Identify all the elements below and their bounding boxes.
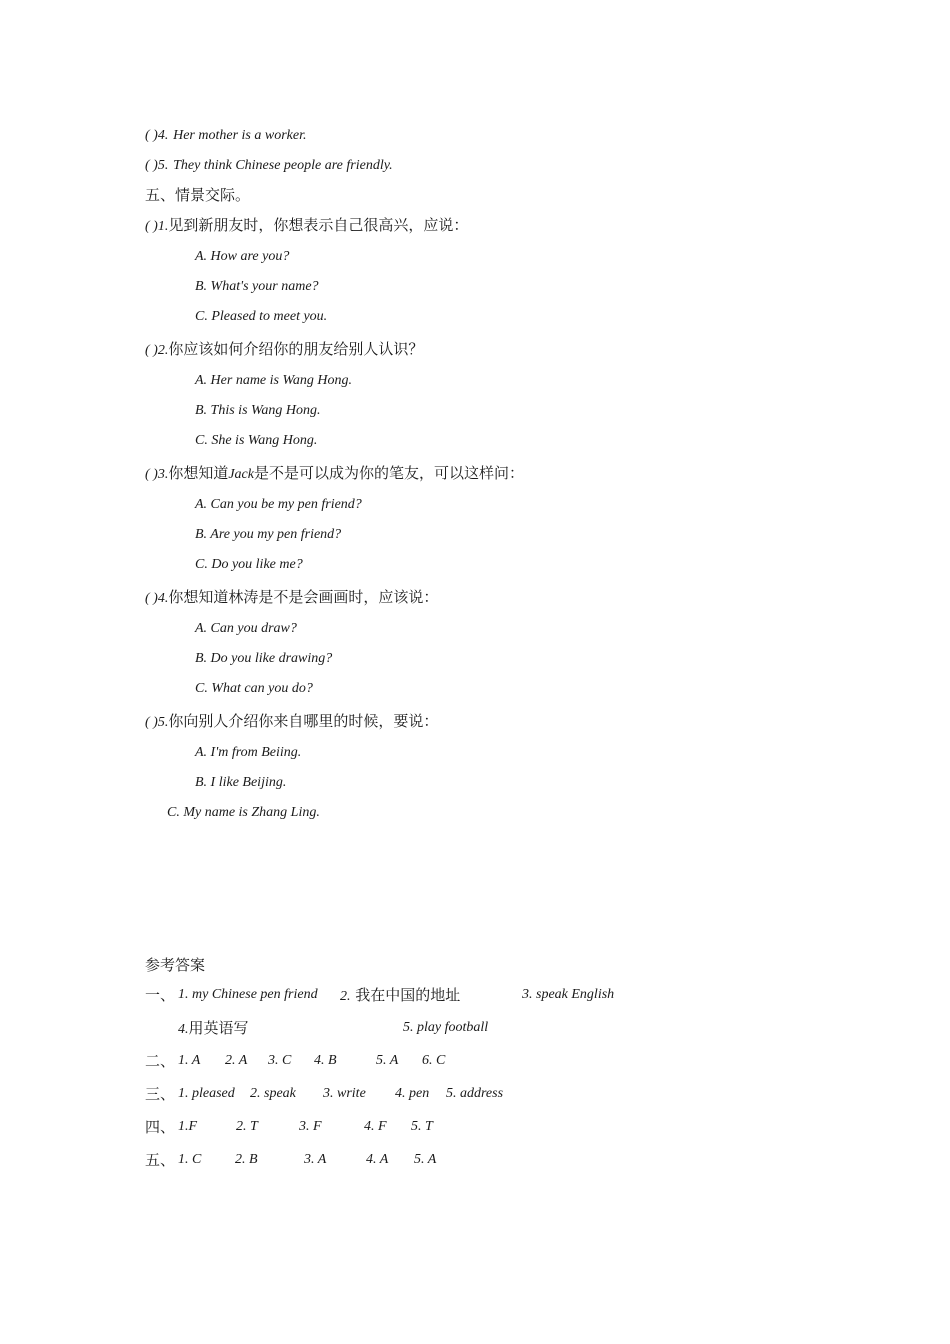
answer-4-3: 3. F — [299, 1119, 322, 1134]
option-b: B. Are you my pen friend? — [195, 527, 342, 542]
item-text: Her mother is a worker. — [173, 128, 307, 143]
answer-5-1: 1. C — [178, 1152, 202, 1167]
answer-3-1: 1. pleased — [178, 1086, 235, 1101]
row-label: 四、 — [145, 1118, 176, 1136]
answer-paren: ( ) — [145, 219, 158, 234]
question-number: 1. — [157, 219, 169, 234]
answer-number: 2. — [340, 989, 351, 1004]
option-b: B. I like Beijing. — [195, 775, 287, 790]
row-label: 二、 — [145, 1052, 176, 1070]
answer-4-1: 1.F — [178, 1119, 198, 1134]
question-number: 2. — [157, 343, 169, 358]
question-2 — [145, 340, 423, 360]
question-3 — [145, 464, 524, 484]
answer-1-4 — [178, 1019, 249, 1039]
question-number: 4. — [157, 591, 169, 606]
question-5 — [145, 712, 438, 732]
answer-3-5: 5. address — [446, 1086, 504, 1101]
option-a: A. How are you? — [195, 249, 290, 264]
question-prompt-post: 是不是可以成为你的笔友，可以这样问： — [254, 464, 525, 482]
option-a: A. Her name is Wang Hong. — [195, 373, 352, 388]
option-b: B. What's your name? — [195, 279, 319, 294]
answer-paren: ( ) — [145, 128, 158, 143]
item-number: 5. — [157, 158, 169, 173]
answer-3-4: 4. pen — [395, 1086, 430, 1101]
option-c: C. My name is Zhang Ling. — [167, 805, 320, 820]
row-label: 三、 — [145, 1085, 176, 1103]
question-prompt: 你想知道林涛是不是会画画时，应该说： — [168, 588, 439, 606]
row-label: 五、 — [145, 1151, 176, 1169]
answer-4-5: 5. T — [411, 1119, 433, 1134]
answer-2-4: 4. B — [314, 1053, 337, 1068]
question-prompt: 你向别人介绍你来自哪里的时候，要说： — [168, 712, 439, 730]
row-label: 一、 — [145, 986, 176, 1004]
answer-paren: ( ) — [145, 467, 158, 482]
question-1 — [145, 216, 468, 236]
answer-text: 用英语写 — [188, 1019, 249, 1037]
answer-2-6: 6. C — [422, 1053, 446, 1068]
answer-5-5: 5. A — [414, 1152, 437, 1167]
option-c: C. What can you do? — [195, 681, 313, 696]
answers-title: 参考答案 — [145, 956, 206, 974]
question-prompt: 见到新朋友时，你想表示自己很高兴，应说： — [168, 216, 469, 234]
option-a: A. Can you draw? — [195, 621, 297, 636]
answer-1-1: 1. my Chinese pen friend — [178, 987, 318, 1002]
answer-2-5: 5. A — [376, 1053, 399, 1068]
answer-1-2 — [340, 986, 460, 1006]
answer-paren: ( ) — [145, 715, 158, 730]
question-number: 3. — [157, 467, 169, 482]
judgement-item-4 — [145, 125, 307, 145]
answer-4-4: 4. F — [364, 1119, 387, 1134]
option-b: B. Do you like drawing? — [195, 651, 333, 666]
option-a: A. I'm from Beiing. — [195, 745, 302, 760]
answer-5-4: 4. A — [366, 1152, 389, 1167]
option-c: C. Do you like me? — [195, 557, 303, 572]
answer-2-2: 2. A — [225, 1053, 248, 1068]
answer-3-3: 3. write — [323, 1086, 366, 1101]
item-number: 4. — [157, 128, 169, 143]
answer-2-3: 3. C — [268, 1053, 292, 1068]
answer-text: 我在中国的地址 — [355, 986, 461, 1004]
question-4 — [145, 588, 438, 608]
answer-5-3: 3. A — [304, 1152, 327, 1167]
answer-row-1 — [145, 986, 175, 1004]
answer-2-1: 1. A — [178, 1053, 201, 1068]
answer-5-2: 2. B — [235, 1152, 258, 1167]
answer-1-5: 5. play football — [403, 1020, 489, 1035]
option-c: C. Pleased to meet you. — [195, 309, 328, 324]
answer-1-3: 3. speak English — [522, 987, 615, 1002]
section-heading: 五、情景交际。 — [145, 186, 251, 204]
answer-3-2: 2. speak — [250, 1086, 296, 1101]
option-c: C. She is Wang Hong. — [195, 433, 318, 448]
answer-paren: ( ) — [145, 343, 158, 358]
answer-4-2: 2. T — [236, 1119, 258, 1134]
option-b: B. This is Wang Hong. — [195, 403, 321, 418]
answer-number: 4. — [178, 1022, 189, 1037]
item-text: They think Chinese people are friendly. — [173, 158, 393, 173]
answer-paren: ( ) — [145, 591, 158, 606]
option-a: A. Can you be my pen friend? — [195, 497, 362, 512]
question-prompt-name: Jack — [228, 467, 254, 482]
question-prompt-pre: 你想知道 — [168, 464, 229, 482]
judgement-item-5 — [145, 155, 393, 175]
answer-paren: ( ) — [145, 158, 158, 173]
question-number: 5. — [157, 715, 169, 730]
question-prompt: 你应该如何介绍你的朋友给别人认识？ — [168, 340, 424, 358]
